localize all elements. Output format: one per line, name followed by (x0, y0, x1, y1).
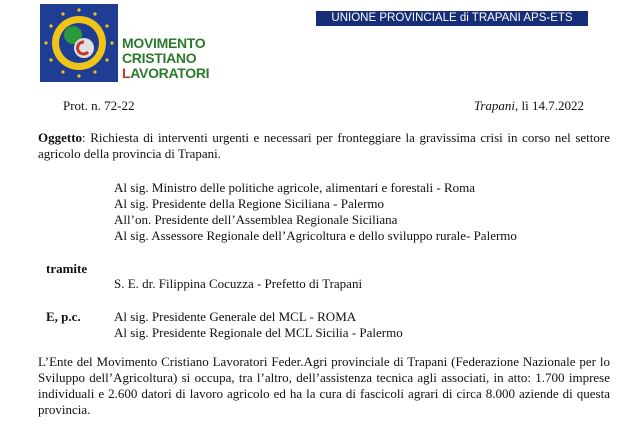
place: Trapani (473, 98, 516, 113)
cc-recipient-1: Al sig. Presidente Generale del MCL - ROMA (114, 309, 357, 324)
org-banner: UNIONE PROVINCIALE di TRAPANI APS-ETS (316, 11, 588, 26)
recipient-3: All’on. Presidente dell’Assemblea Regionale Siciliana (114, 212, 398, 227)
subject (38, 130, 610, 162)
via-recipient: S. E. dr. Filippina Cocuzza - Prefetto di Trapani (114, 276, 363, 291)
cc-recipient-2: Al sig. Presidente Regionale del MCL Sicilia - Palermo (114, 325, 403, 340)
logo-wordmark (122, 36, 209, 81)
mcl-emblem-icon (40, 4, 118, 82)
mcl-logo (40, 4, 118, 82)
date: , lì 14.7.2022 (515, 98, 584, 113)
body-paragraph: L’Ente del Movimento Cristiano Lavoratori Feder.Agri provinciale di Trapani (Federazione Nazionale per lo Sviluppo dell’Agricoltura) si occupa, tra l’altro, dell’assistenza tecnica agli associati, in atto: 1.700 imprese individuali e 2.600 datori di lavoro agricolo ed ha la cura di fascicoli agrari di circa 8.000 aziende di questa provincia. (38, 354, 610, 417)
logo-line-2: CRISTIANO (122, 50, 197, 66)
recipient-1: Al sig. Ministro delle politiche agricole, alimentari e forestali - Roma (114, 180, 476, 195)
subject-text: : Richiesta di interventi urgenti e necessari per fronteggiare la gravissima crisi in corso nel settore agricolo della provincia di Trapani. (38, 130, 610, 161)
subject-label: Oggetto (38, 130, 83, 145)
logo-line-1: MOVIMENTO (122, 35, 206, 51)
recipient-2: Al sig. Presidente della Regione Siciliana - Palermo (114, 196, 385, 211)
protocol-number: Prot. n. 72-22 (63, 98, 135, 113)
place-date (474, 98, 584, 114)
via-label: tramite (46, 261, 88, 276)
cc-label: E, p.c. (46, 309, 81, 324)
logo-line-3: LAVORATORI (122, 65, 210, 81)
recipient-4: Al sig. Assessore Regionale dell’Agricoltura e dello sviluppo rurale- Palermo (114, 228, 517, 243)
